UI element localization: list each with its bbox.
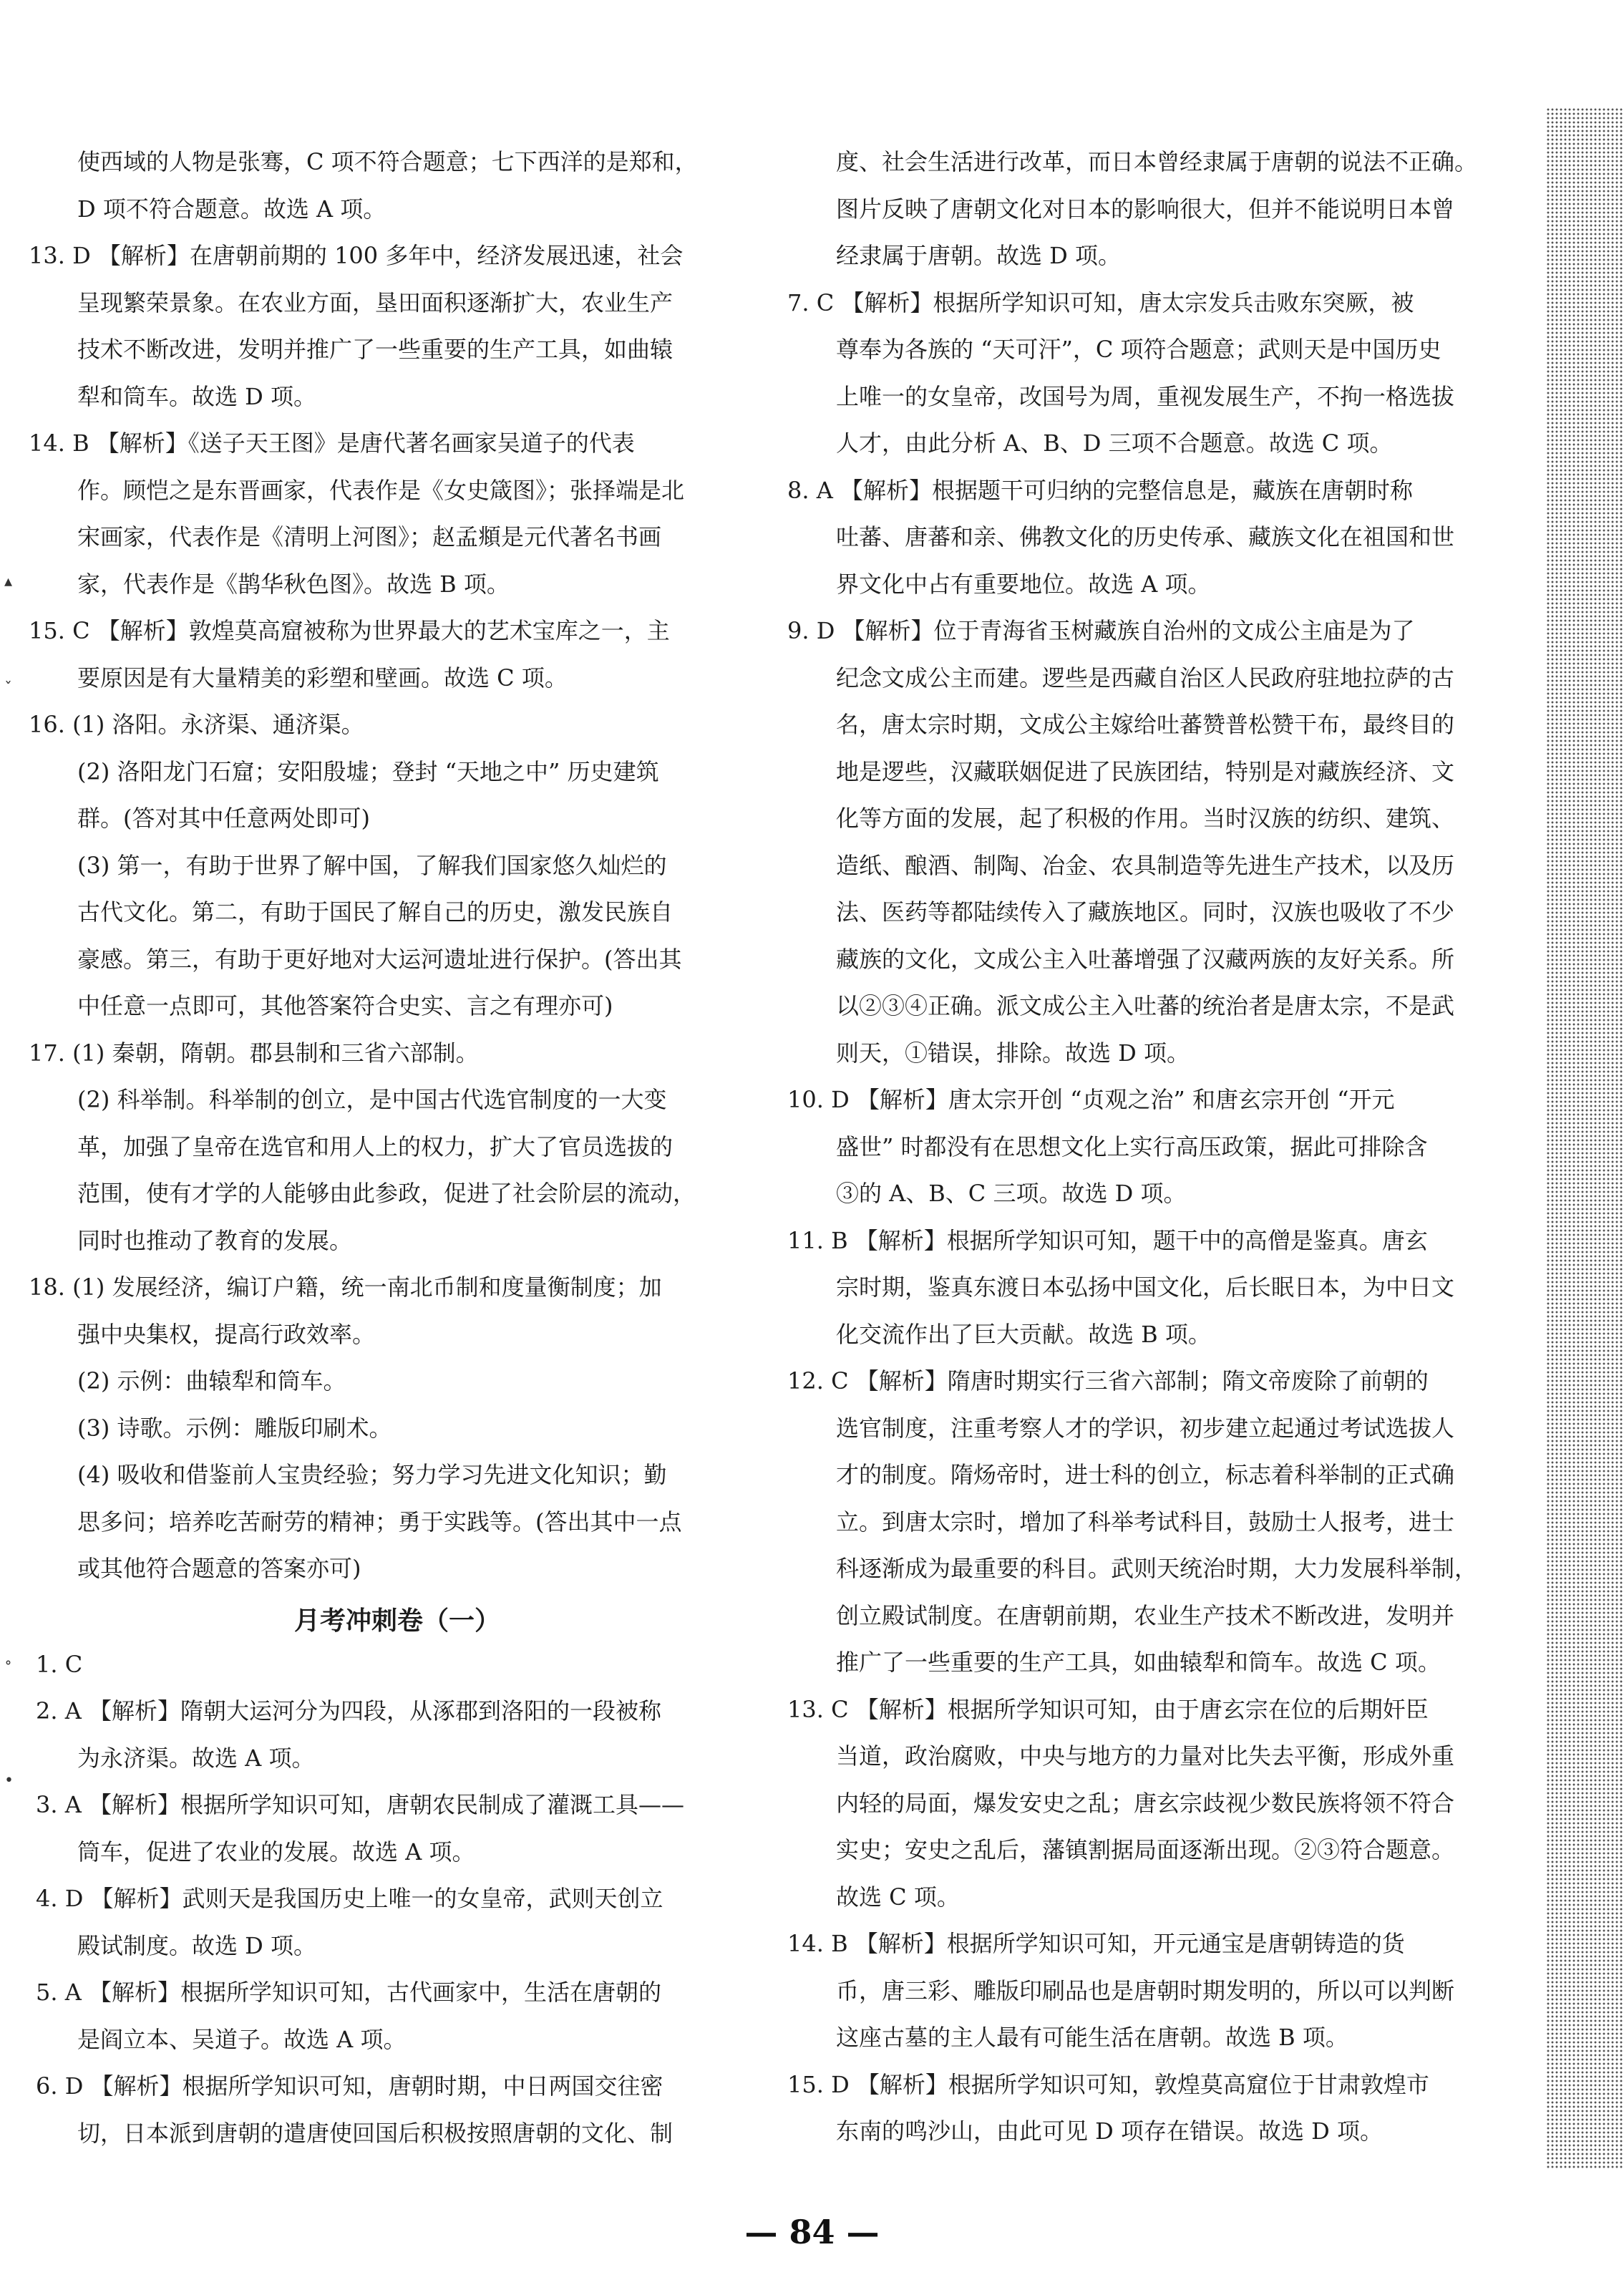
text-line: 1. C [36, 1650, 83, 1678]
text-line: 呈现繁荣景象。在农业方面，垦田面积逐渐扩大，农业生产 [77, 288, 674, 316]
text-line: (3) 第一，有助于世界了解中国，了解我们国家悠久灿烂的 [77, 851, 667, 879]
text-line: 币，唐三彩、雕版印刷品也是唐朝时期发明的，所以可以判断 [836, 1976, 1455, 2004]
text-line: 当道，政治腐败，中央与地方的力量对比失去平衡，形成外重 [836, 1742, 1455, 1770]
text-line: 盛世” 时都没有在思想文化上实行高压政策，据此可排除含 [836, 1132, 1428, 1160]
text-line: 8. A 【解析】根据题干可归纳的完整信息是，藏族在唐朝时称 [787, 476, 1413, 504]
text-line: 推广了一些重要的生产工具，如曲辕犁和筒车。故选 C 项。 [836, 1649, 1441, 1676]
text-line: 作。顾恺之是东晋画家，代表作是《女史箴图》；张择端是北 [77, 476, 685, 504]
text-line: 故选 C 项。 [836, 1883, 960, 1911]
text-line: 才的制度。隋炀帝时，进士科的创立，标志着科举制的正式确 [836, 1461, 1455, 1488]
text-line: 地是逻些，汉藏联姻促进了民族团结，特别是对藏族经济、文 [836, 757, 1455, 785]
text-line: 殿试制度。故选 D 项。 [77, 1931, 317, 1959]
text-line: 13. D 【解析】在唐朝前期的 100 多年中，经济发展迅速，社会 [29, 242, 684, 269]
text-line: 4. D 【解析】武则天是我国历史上唯一的女皇帝，武则天创立 [36, 1885, 663, 1912]
text-line: 2. A 【解析】隋朝大运河分为四段，从涿郡到洛阳的一段被称 [36, 1697, 661, 1724]
text-line: 14. B 【解析】根据所学知识可知，开元通宝是唐朝铸造的货 [787, 1930, 1405, 1957]
text-line: 内轻的局面，爆发安史之乱；唐玄宗歧视少数民族将领不符合 [836, 1789, 1455, 1817]
margin-mark: ▴ [4, 573, 13, 591]
text-line: 思多问；培养吃苦耐劳的精神；勇于实践等。(答出其中一点 [77, 1508, 682, 1536]
text-line: 范围，使有才学的人能够由此参政，促进了社会阶层的流动， [77, 1180, 696, 1207]
text-line: 5. A 【解析】根据所学知识可知，古代画家中，生活在唐朝的 [36, 1979, 661, 2006]
text-line: 经隶属于唐朝。故选 D 项。 [836, 242, 1122, 269]
text-line: 实史；安史之乱后，藩镇割据局面逐渐出现。②③符合题意。 [836, 1836, 1455, 1863]
text-line: 7. C 【解析】根据所学知识可知，唐太宗发兵击败东突厥，被 [787, 288, 1414, 316]
text-line: (2) 洛阳龙门石窟；安阳殷墟；登封 “天地之中” 历史建筑 [77, 757, 659, 785]
text-line: D 项不符合题意。故选 A 项。 [77, 195, 386, 223]
section-title: 月考冲刺卷（一） [293, 1606, 500, 1636]
text-line: 技术不断改进，发明并推广了一些重要的生产工具，如曲辕 [77, 336, 674, 363]
text-line: 造纸、酿酒、制陶、冶金、农具制造等先进生产技术，以及历 [836, 851, 1455, 879]
text-line: 15. D 【解析】根据所学知识可知，敦煌莫高窟位于甘肃敦煌市 [787, 2070, 1429, 2098]
text-line: 14. B 【解析】《送子天王图》是唐代著名画家吴道子的代表 [29, 430, 635, 457]
text-line: 则天，①错误，排除。故选 D 项。 [836, 1039, 1190, 1067]
text-line: 13. C 【解析】根据所学知识可知，由于唐玄宗在位的后期奸臣 [787, 1695, 1429, 1723]
text-line: 16. (1) 洛阳。永济渠、通济渠。 [29, 711, 364, 738]
text-line: 化等方面的发展，起了积极的作用。当时汉族的纺织、建筑、 [836, 805, 1455, 832]
text-line: 10. D 【解析】唐太宗开创 “贞观之治” 和唐玄宗开创 “开元 [787, 1086, 1395, 1113]
text-line: 或其他符合题意的答案亦可) [77, 1555, 361, 1582]
text-line: 化交流作出了巨大贡献。故选 B 项。 [836, 1320, 1211, 1348]
margin-mark: • [4, 1772, 14, 1790]
margin-mark: ˚ [4, 1661, 12, 1679]
text-line: 切，日本派到唐朝的遣唐使回国后积极按照唐朝的文化、制 [77, 2119, 674, 2147]
text-line: 纪念文成公主而建。逻些是西藏自治区人民政府驻地拉萨的古 [836, 664, 1455, 692]
text-line: (3) 诗歌。示例：雕版印刷术。 [77, 1414, 392, 1442]
text-line: 立。到唐太宗时，增加了科举考试科目，鼓励士人报考，进士 [836, 1508, 1455, 1536]
text-line: 名，唐太宗时期，文成公主嫁给吐蕃赞普松赞干布，最终目的 [836, 711, 1455, 738]
text-line: 革，加强了皇帝在选官和用人上的权力，扩大了官员选拔的 [77, 1132, 674, 1160]
text-line: 中任意一点即可，其他答案符合史实、言之有理亦可) [77, 992, 613, 1019]
text-line: 界文化中占有重要地位。故选 A 项。 [836, 570, 1211, 598]
text-line: 吐蕃、唐蕃和亲、佛教文化的历史传承、藏族文化在祖国和世 [836, 523, 1455, 550]
text-line: 要原因是有大量精美的彩塑和壁画。故选 C 项。 [77, 664, 568, 692]
text-line: 同时也推动了教育的发展。 [77, 1226, 353, 1254]
text-line: 强中央集权，提高行政效率。 [77, 1320, 376, 1348]
page-number: — 84 — [744, 2213, 880, 2251]
text-line: 使西域的人物是张骞，C 项不符合题意；七下西洋的是郑和， [77, 148, 698, 175]
text-line: 豪感。第三，有助于更好地对大运河遗址进行保护。(答出其 [77, 945, 682, 973]
text-line: 宗时期，鉴真东渡日本弘扬中国文化，后长眠日本，为中日文 [836, 1274, 1455, 1301]
text-line: 上唯一的女皇帝，改国号为周，重视发展生产，不拘一格选拔 [836, 382, 1455, 410]
text-line: 为永济渠。故选 A 项。 [77, 1744, 315, 1772]
text-line: 9. D 【解析】位于青海省玉树藏族自治州的文成公主庙是为了 [787, 617, 1415, 644]
text-line: 家，代表作是《鹊华秋色图》。故选 B 项。 [77, 570, 510, 598]
dotted-edge-strip [1546, 107, 1624, 2169]
text-line: 科逐渐成为最重要的科目。武则天统治时期，大力发展科举制， [836, 1555, 1478, 1582]
text-line: 群。(答对其中任意两处即可) [77, 805, 370, 832]
text-line: ③的 A、B、C 三项。故选 D 项。 [836, 1180, 1187, 1207]
text-line: (2) 科举制。科举制的创立，是中国古代选官制度的一大变 [77, 1086, 667, 1113]
text-line: 筒车，促进了农业的发展。故选 A 项。 [77, 1838, 475, 1866]
text-line: 尊奉为各族的 “天可汗”，C 项符合题意；武则天是中国历史 [836, 336, 1441, 363]
text-line: 图片反映了唐朝文化对日本的影响很大，但并不能说明日本曾 [836, 195, 1455, 223]
text-line: 18. (1) 发展经济，编订户籍，统一南北币制和度量衡制度；加 [29, 1274, 662, 1301]
text-line: 以②③④正确。派文成公主入吐蕃的统治者是唐太宗，不是武 [836, 992, 1455, 1019]
text-line: 3. A 【解析】根据所学知识可知，唐朝农民制成了灌溉工具—— [36, 1791, 684, 1818]
text-line: 创立殿试制度。在唐朝前期，农业生产技术不断改进，发明并 [836, 1601, 1455, 1629]
text-line: (2) 示例：曲辕犁和筒车。 [77, 1367, 346, 1394]
text-line: 人才，由此分析 A、B、D 三项不合题意。故选 C 项。 [836, 430, 1393, 457]
text-line: 15. C 【解析】敦煌莫高窟被称为世界最大的艺术宝库之一，主 [29, 617, 670, 644]
text-line: 12. C 【解析】隋唐时期实行三省六部制；隋文帝废除了前朝的 [787, 1367, 1429, 1394]
text-line: 古代文化。第二，有助于国民了解自己的历史，激发民族自 [77, 898, 674, 926]
text-line: 11. B 【解析】根据所学知识可知，题干中的高僧是鉴真。唐玄 [787, 1226, 1428, 1254]
text-line: 藏族的文化，文成公主入吐蕃增强了汉藏两族的友好关系。所 [836, 945, 1455, 973]
text-line: 6. D 【解析】根据所学知识可知，唐朝时期，中日两国交往密 [36, 2072, 663, 2100]
text-line: 犁和筒车。故选 D 项。 [77, 382, 317, 410]
text-line: 这座古墓的主人最有可能生活在唐朝。故选 B 项。 [836, 2024, 1348, 2051]
text-line: (4) 吸收和借鉴前人宝贵经验；努力学习先进文化知识；勤 [77, 1461, 667, 1488]
text-line: 法、医药等都陆续传入了藏族地区。同时，汉族也吸收了不少 [836, 898, 1455, 926]
text-line: 宋画家，代表作是《清明上河图》；赵孟頫是元代著名书画 [77, 523, 662, 550]
text-line: 17. (1) 秦朝，隋朝。郡县制和三省六部制。 [29, 1039, 479, 1067]
text-line: 东南的鸣沙山，由此可见 D 项存在错误。故选 D 项。 [836, 2117, 1384, 2145]
text-line: 选官制度，注重考察人才的学识，初步建立起通过考试选拔人 [836, 1414, 1455, 1442]
margin-mark: ˇ [4, 680, 12, 698]
text-line: 是阎立本、吴道子。故选 A 项。 [77, 2025, 407, 2053]
text-line: 度、社会生活进行改革，而日本曾经隶属于唐朝的说法不正确。 [836, 148, 1478, 175]
